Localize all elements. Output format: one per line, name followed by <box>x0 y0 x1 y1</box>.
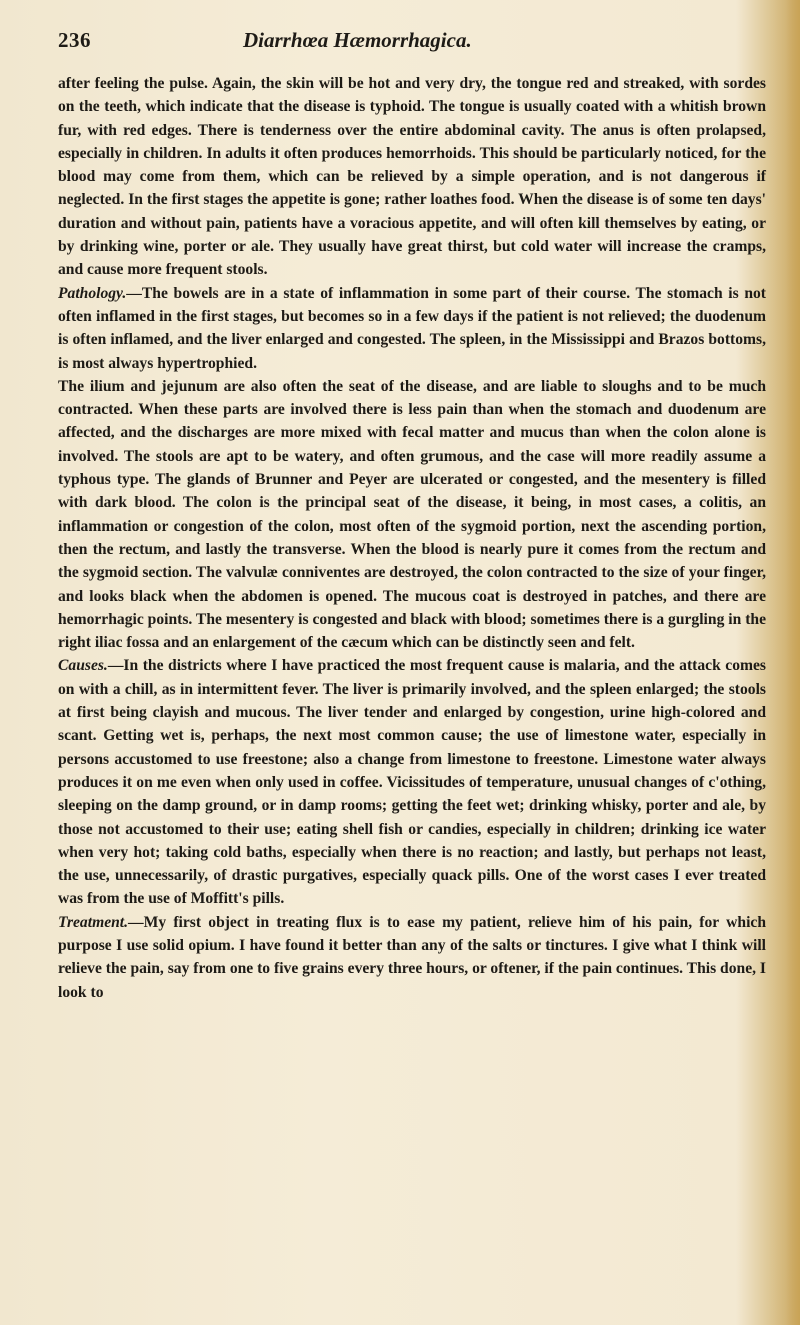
page-edge-shadow <box>786 0 800 1325</box>
paragraph <box>58 375 766 655</box>
paragraph-text: —My first object in treating flux is to ease my patient, relieve him of his pain, for which purpose I use solid opium. I have found it better than any of the salts or tinctures. I give what I think will relieve the pain, say from one to five grains every three hours, or oftener, if the pain continues. This done, I look to <box>58 913 766 1001</box>
body-text <box>58 72 766 1004</box>
paragraph-text: The ilium and jejunum are also often the seat of the disease, and are liable to sloughs and to be much contracted. When these parts are involved there is less pain than when the stomach and duodenum are affected, and the discharges are more mixed with fecal matter and mucus than when the colon alone is involved. The stools are apt to be watery, and often grumous, and the case will more readily assume a typhous type. The glands of Brunner and Peyer are ulcerated or congested, and the mesentery is filled with dark blood. The colon is the principal seat of the disease, it being, in most cases, a colitis, an inflammation or congestion of the colon, most often of the sygmoid portion, next the ascending portion, then the rectum, and lastly the transverse. When the blood is nearly pure it comes from the rectum and the sygmoid section. The valvulæ conniventes are destroyed, the colon contracted to the size of your finger, and looks black when the abdomen is opened. The mucous coat is destroyed in patches, and there are hemorrhagic points. The mesentery is congested and black with blood; sometimes there is a gurgling in the right iliac fossa and an enlargement of the cæcum which can be distinctly seen and felt. <box>58 377 766 652</box>
page-header <box>58 28 766 62</box>
paragraph <box>58 72 766 282</box>
paragraph <box>58 654 766 910</box>
page-number: 236 <box>58 28 91 52</box>
section-label-treatment: Treatment. <box>58 913 129 931</box>
section-label-pathology: Pathology. <box>58 284 127 302</box>
running-head: Diarrhœa Hæmorrhagica. <box>243 28 472 52</box>
paragraph-text: —In the districts where I have practiced the most frequent cause is malaria, and the attack comes on with a chill, as in intermittent fever. The liver is primarily involved, and the spleen enlarged; the stools at first being clayish and mucous. The liver tender and enlarged by congestion, urine high-colored and scant. Getting wet is, perhaps, the next most common cause; the use of limestone water, especially in persons accustomed to use freestone; also a change from limestone to freestone. Limestone water always produces it on me even when only used in coffee. Vicissitudes of temperature, unusual changes of c'othing, sleeping on the damp ground, or in damp rooms; getting the feet wet; drinking whisky, porter and ale, by those not accustomed to their use; eating shell fish or candies, especially in children; drinking ice water when very hot; taking cold baths, especially when there is no reaction; and lastly, but perhaps not least, the use, unnecessarily, of drastic purgatives, especially quack pills. One of the worst cases I ever treated was from the use of Moffitt's pills. <box>58 657 766 908</box>
paragraph-text: after feeling the pulse. Again, the skin will be hot and very dry, the tongue red and streaked, with sordes on the teeth, which indicate that the disease is typhoid. The tongue is usually coated with a whitish brown fur, with red edges. There is tenderness over the entire abdominal cavity. The anus is often prolapsed, especially in children. In adults it often produces hemorrhoids. This should be particularly noticed, for the blood may come from them, which can be relieved by a simple operation, and is not dangerous if neglected. In the first stages the appetite is gone; rather loathes food. When the disease is of some ten days' duration and without pain, patients have a voracious appetite, and will often kill themselves by eating, or by drinking wine, porter or ale. They usually have great thirst, but cold water will increase the cramps, and cause more frequent stools. <box>58 75 766 279</box>
paragraph <box>58 282 766 375</box>
section-label-causes: Causes. <box>58 657 108 675</box>
paragraph-text: —The bowels are in a state of inflammation in some part of their course. The stomach is not often inflamed in the first stages, but becomes so in a few days if the patient is not relieved; the duodenum is often inflamed, and the liver enlarged and congested. The spleen, in the Mississippi and Brazos bottoms, is most always hypertrophied. <box>58 284 766 372</box>
paragraph <box>58 911 766 1004</box>
